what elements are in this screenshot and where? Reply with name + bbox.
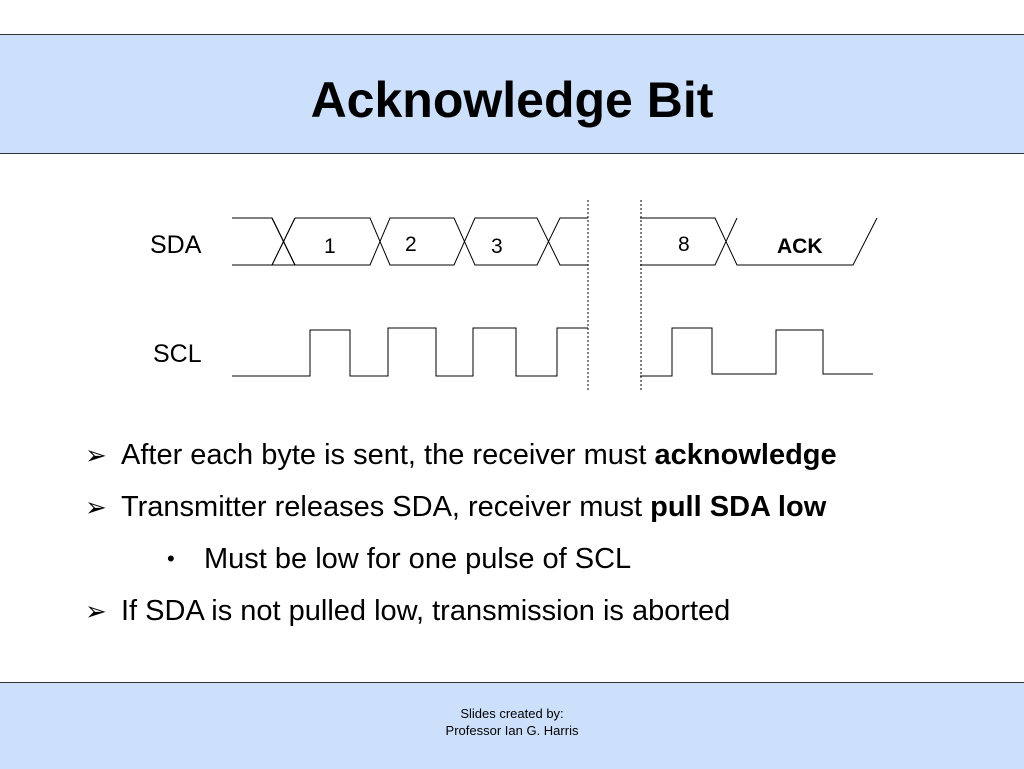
ack-label: ACK bbox=[777, 235, 823, 258]
bit-label-2: 2 bbox=[405, 233, 417, 256]
dot-bullet-icon: • bbox=[167, 546, 175, 571]
sda-label: SDA bbox=[150, 231, 202, 259]
bullet-text: Must be low for one pulse of SCL bbox=[204, 543, 632, 575]
bullet-item bbox=[85, 490, 1005, 524]
bullet-text: Transmitter releases SDA, receiver must bbox=[121, 491, 651, 523]
scl-waveform-right bbox=[640, 328, 873, 376]
bullet-item bbox=[85, 438, 1005, 472]
bit-label-8: 8 bbox=[678, 233, 690, 256]
bullet-item bbox=[85, 594, 1005, 628]
bullet-bold-text: pull SDA low bbox=[650, 491, 827, 523]
footer-credits bbox=[0, 705, 1024, 739]
arrow-bullet-icon: ➢ bbox=[85, 440, 107, 470]
scl-waveform-left bbox=[232, 328, 588, 376]
bullet-text: After each byte is sent, the receiver must bbox=[121, 439, 655, 471]
slide-title: Acknowledge Bit bbox=[310, 72, 714, 128]
sda-waveform-right bbox=[640, 218, 877, 265]
bullet-bold-text: acknowledge bbox=[654, 439, 837, 471]
arrow-bullet-icon: ➢ bbox=[85, 596, 107, 626]
bullet-list bbox=[85, 438, 1005, 646]
scl-label: SCL bbox=[153, 340, 202, 368]
bit-label-1: 1 bbox=[324, 235, 336, 258]
arrow-bullet-icon: ➢ bbox=[85, 492, 107, 522]
timing-diagram bbox=[0, 190, 1024, 400]
bit-label-3: 3 bbox=[491, 235, 503, 258]
footer-line-1: Slides created by: bbox=[460, 706, 564, 721]
sub-bullet-item bbox=[85, 542, 1005, 576]
bullet-text: If SDA is not pulled low, transmission is aborted bbox=[121, 595, 731, 627]
footer-line-2: Professor Ian G. Harris bbox=[445, 723, 579, 738]
